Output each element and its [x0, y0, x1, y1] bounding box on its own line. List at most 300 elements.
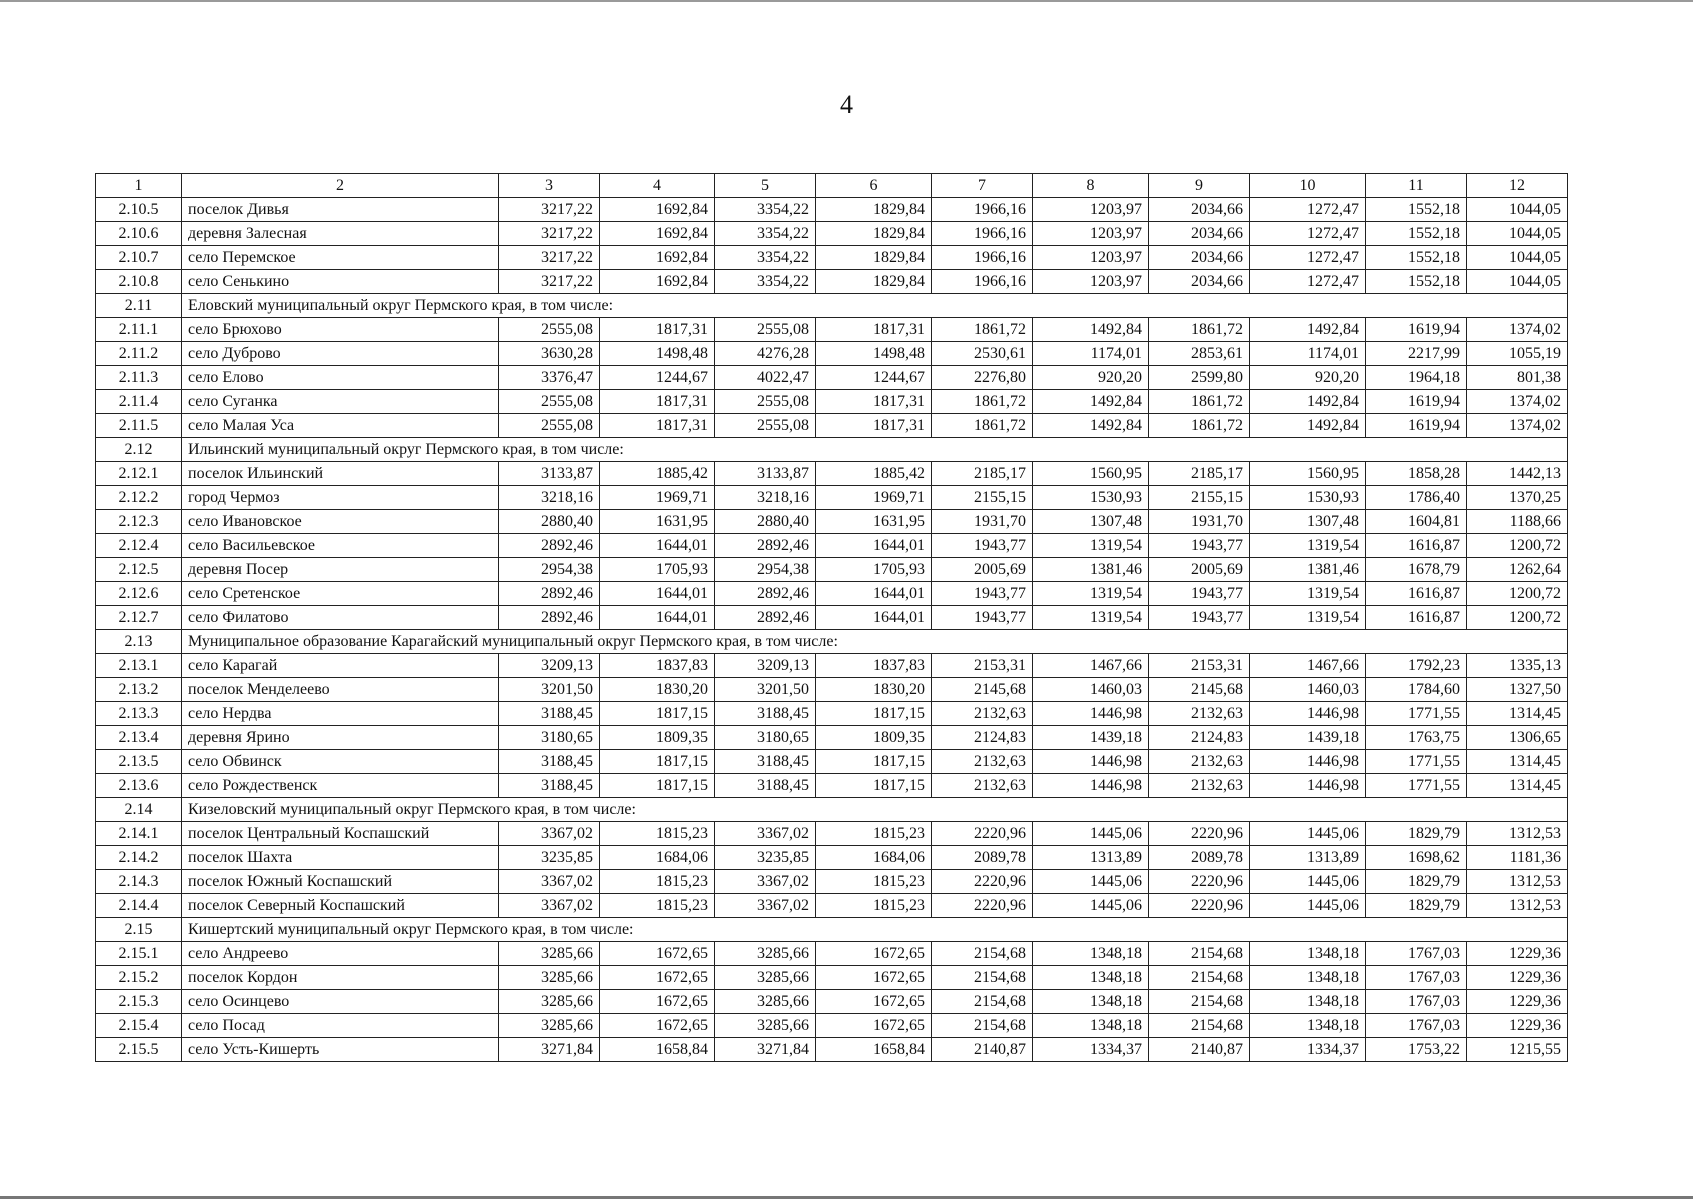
value-cell: 1784,60 [1366, 678, 1467, 702]
value-cell: 1767,03 [1366, 990, 1467, 1014]
value-cell: 2555,08 [499, 414, 600, 438]
value-cell: 1203,97 [1033, 270, 1149, 294]
value-cell: 3285,66 [715, 942, 816, 966]
table-row [96, 414, 1568, 438]
row-code: 2.10.7 [96, 246, 182, 270]
table-row [96, 1038, 1568, 1062]
value-cell: 2954,38 [715, 558, 816, 582]
value-cell: 2089,78 [1149, 846, 1250, 870]
settlement-name: село Брюхово [182, 318, 499, 342]
settlement-name: поселок Менделеево [182, 678, 499, 702]
table-row [96, 510, 1568, 534]
section-title: Муниципальное образование Карагайский муниципальный округ Пермского края, в том числе: [182, 630, 1568, 654]
table-row [96, 822, 1568, 846]
value-cell: 1174,01 [1033, 342, 1149, 366]
row-code: 2.12.2 [96, 486, 182, 510]
column-header: 9 [1149, 174, 1250, 198]
value-cell: 1334,37 [1250, 1038, 1366, 1062]
value-cell: 1492,84 [1033, 390, 1149, 414]
value-cell: 4022,47 [715, 366, 816, 390]
section-title: Еловский муниципальный округ Пермского края, в том числе: [182, 294, 1568, 318]
value-cell: 1684,06 [600, 846, 715, 870]
value-cell: 1858,28 [1366, 462, 1467, 486]
table-row [96, 966, 1568, 990]
row-code: 2.10.6 [96, 222, 182, 246]
value-cell: 1272,47 [1250, 270, 1366, 294]
row-code: 2.12.5 [96, 558, 182, 582]
value-cell: 1817,31 [600, 318, 715, 342]
value-cell: 1619,94 [1366, 390, 1467, 414]
value-cell: 1692,84 [600, 198, 715, 222]
value-cell: 1272,47 [1250, 198, 1366, 222]
value-cell: 1446,98 [1250, 702, 1366, 726]
value-cell: 2005,69 [1149, 558, 1250, 582]
row-code: 2.11.2 [96, 342, 182, 366]
value-cell: 1771,55 [1366, 702, 1467, 726]
column-header: 1 [96, 174, 182, 198]
value-cell: 3188,45 [499, 774, 600, 798]
value-cell: 1943,77 [932, 582, 1033, 606]
value-cell: 1312,53 [1467, 894, 1568, 918]
settlement-name: село Суганка [182, 390, 499, 414]
value-cell: 3188,45 [715, 702, 816, 726]
value-cell: 2132,63 [1149, 702, 1250, 726]
value-cell: 1705,93 [816, 558, 932, 582]
row-code: 2.15.1 [96, 942, 182, 966]
value-cell: 2555,08 [715, 318, 816, 342]
settlement-name: деревня Посер [182, 558, 499, 582]
value-cell: 1829,84 [816, 198, 932, 222]
value-cell: 3285,66 [715, 1014, 816, 1038]
value-cell: 3354,22 [715, 198, 816, 222]
value-cell: 1552,18 [1366, 246, 1467, 270]
value-cell: 1492,84 [1250, 414, 1366, 438]
value-cell: 1817,31 [816, 390, 932, 414]
value-cell: 1307,48 [1250, 510, 1366, 534]
value-cell: 1672,65 [600, 1014, 715, 1038]
value-cell: 1672,65 [816, 990, 932, 1014]
settlement-name: поселок Южный Коспашский [182, 870, 499, 894]
value-cell: 1044,05 [1467, 246, 1568, 270]
settlement-name: село Ивановское [182, 510, 499, 534]
value-cell: 1966,16 [932, 246, 1033, 270]
value-cell: 1619,94 [1366, 414, 1467, 438]
value-cell: 1348,18 [1033, 990, 1149, 1014]
value-cell: 1044,05 [1467, 198, 1568, 222]
table-row [96, 246, 1568, 270]
value-cell: 1307,48 [1033, 510, 1149, 534]
value-cell: 2892,46 [499, 606, 600, 630]
value-cell: 2034,66 [1149, 246, 1250, 270]
value-cell: 1817,31 [600, 414, 715, 438]
value-cell: 2220,96 [932, 894, 1033, 918]
settlement-name: село Сенькино [182, 270, 499, 294]
settlement-name: село Филатово [182, 606, 499, 630]
value-cell: 1861,72 [1149, 414, 1250, 438]
value-cell: 3218,16 [715, 486, 816, 510]
value-cell: 2153,31 [1149, 654, 1250, 678]
value-cell: 3367,02 [715, 870, 816, 894]
value-cell: 3354,22 [715, 222, 816, 246]
value-cell: 2089,78 [932, 846, 1033, 870]
value-cell: 2892,46 [715, 582, 816, 606]
value-cell: 1203,97 [1033, 198, 1149, 222]
value-cell: 1644,01 [600, 534, 715, 558]
value-cell: 1439,18 [1250, 726, 1366, 750]
section-row [96, 630, 1568, 654]
value-cell: 1055,19 [1467, 342, 1568, 366]
value-cell: 1817,31 [816, 318, 932, 342]
value-cell: 1966,16 [932, 198, 1033, 222]
value-cell: 3285,66 [499, 1014, 600, 1038]
value-cell: 1244,67 [816, 366, 932, 390]
value-cell: 1560,95 [1033, 462, 1149, 486]
value-cell: 1306,65 [1467, 726, 1568, 750]
row-code: 2.14.3 [96, 870, 182, 894]
value-cell: 1445,06 [1250, 894, 1366, 918]
row-code: 2.10.5 [96, 198, 182, 222]
value-cell: 1446,98 [1033, 702, 1149, 726]
scan-border-top [0, 0, 1693, 2]
table-row [96, 558, 1568, 582]
settlement-name: село Рождественск [182, 774, 499, 798]
value-cell: 2555,08 [499, 318, 600, 342]
value-cell: 1672,65 [816, 966, 932, 990]
value-cell: 1552,18 [1366, 270, 1467, 294]
value-cell: 2880,40 [499, 510, 600, 534]
section-row [96, 438, 1568, 462]
value-cell: 1815,23 [816, 870, 932, 894]
value-cell: 4276,28 [715, 342, 816, 366]
value-cell: 3367,02 [499, 870, 600, 894]
value-cell: 1200,72 [1467, 582, 1568, 606]
value-cell: 2530,61 [932, 342, 1033, 366]
value-cell: 1314,45 [1467, 774, 1568, 798]
value-cell: 3285,66 [499, 990, 600, 1014]
value-cell: 1314,45 [1467, 750, 1568, 774]
value-cell: 1969,71 [600, 486, 715, 510]
value-cell: 1313,89 [1033, 846, 1149, 870]
value-cell: 1817,15 [816, 702, 932, 726]
value-cell: 1229,36 [1467, 966, 1568, 990]
value-cell: 3285,66 [715, 966, 816, 990]
value-cell: 1698,62 [1366, 846, 1467, 870]
value-cell: 1817,15 [816, 774, 932, 798]
row-code: 2.15.3 [96, 990, 182, 1014]
value-cell: 1969,71 [816, 486, 932, 510]
value-cell: 1817,15 [600, 750, 715, 774]
column-header: 10 [1250, 174, 1366, 198]
value-cell: 1445,06 [1033, 870, 1149, 894]
settlement-name: поселок Дивья [182, 198, 499, 222]
row-code: 2.14.4 [96, 894, 182, 918]
value-cell: 1829,79 [1366, 894, 1467, 918]
value-cell: 2154,68 [1149, 966, 1250, 990]
value-cell: 1817,15 [600, 774, 715, 798]
value-cell: 1312,53 [1467, 822, 1568, 846]
table-row [96, 846, 1568, 870]
value-cell: 1552,18 [1366, 222, 1467, 246]
value-cell: 1809,35 [600, 726, 715, 750]
value-cell: 1619,94 [1366, 318, 1467, 342]
value-cell: 1644,01 [600, 582, 715, 606]
value-cell: 1272,47 [1250, 222, 1366, 246]
row-code: 2.15 [96, 918, 182, 942]
row-code: 2.14.1 [96, 822, 182, 846]
table-row [96, 942, 1568, 966]
table-row [96, 222, 1568, 246]
table-row [96, 270, 1568, 294]
value-cell: 1374,02 [1467, 414, 1568, 438]
section-row [96, 918, 1568, 942]
value-cell: 2124,83 [932, 726, 1033, 750]
value-cell: 3209,13 [499, 654, 600, 678]
value-cell: 1492,84 [1033, 318, 1149, 342]
value-cell: 3201,50 [715, 678, 816, 702]
row-code: 2.15.2 [96, 966, 182, 990]
value-cell: 3285,66 [499, 942, 600, 966]
settlement-name: село Васильевское [182, 534, 499, 558]
column-header: 3 [499, 174, 600, 198]
value-cell: 1374,02 [1467, 390, 1568, 414]
value-cell: 2880,40 [715, 510, 816, 534]
value-cell: 1446,98 [1250, 750, 1366, 774]
value-cell: 2145,68 [1149, 678, 1250, 702]
table-row [96, 1014, 1568, 1038]
value-cell: 1672,65 [600, 990, 715, 1014]
value-cell: 2132,63 [932, 702, 1033, 726]
value-cell: 2555,08 [499, 390, 600, 414]
value-cell: 1809,35 [816, 726, 932, 750]
value-cell: 2892,46 [715, 606, 816, 630]
value-cell: 1885,42 [816, 462, 932, 486]
value-cell: 1445,06 [1033, 894, 1149, 918]
value-cell: 2185,17 [1149, 462, 1250, 486]
table-row [96, 606, 1568, 630]
settlement-name: село Елово [182, 366, 499, 390]
value-cell: 2217,99 [1366, 342, 1467, 366]
table-row [96, 894, 1568, 918]
value-cell: 3354,22 [715, 270, 816, 294]
value-cell: 1244,67 [600, 366, 715, 390]
value-cell: 1815,23 [816, 894, 932, 918]
value-cell: 2005,69 [932, 558, 1033, 582]
value-cell: 1044,05 [1467, 270, 1568, 294]
table-row [96, 198, 1568, 222]
value-cell: 1966,16 [932, 222, 1033, 246]
value-cell: 1829,84 [816, 270, 932, 294]
row-code: 2.12.1 [96, 462, 182, 486]
value-cell: 920,20 [1250, 366, 1366, 390]
value-cell: 1678,79 [1366, 558, 1467, 582]
row-code: 2.12.7 [96, 606, 182, 630]
table-row [96, 486, 1568, 510]
value-cell: 2154,68 [932, 1014, 1033, 1038]
value-cell: 1334,37 [1033, 1038, 1149, 1062]
value-cell: 1885,42 [600, 462, 715, 486]
value-cell: 1348,18 [1250, 942, 1366, 966]
value-cell: 2153,31 [932, 654, 1033, 678]
value-cell: 1272,47 [1250, 246, 1366, 270]
value-cell: 2154,68 [1149, 1014, 1250, 1038]
row-code: 2.15.4 [96, 1014, 182, 1038]
value-cell: 3367,02 [499, 822, 600, 846]
settlement-name: село Малая Уса [182, 414, 499, 438]
value-cell: 1442,13 [1467, 462, 1568, 486]
value-cell: 1837,83 [600, 654, 715, 678]
value-cell: 1672,65 [600, 942, 715, 966]
value-cell: 1943,77 [932, 606, 1033, 630]
value-cell: 1964,18 [1366, 366, 1467, 390]
settlement-name: село Сретенское [182, 582, 499, 606]
row-code: 2.11.3 [96, 366, 182, 390]
value-cell: 2034,66 [1149, 270, 1250, 294]
row-code: 2.12.6 [96, 582, 182, 606]
table-row [96, 366, 1568, 390]
value-cell: 801,38 [1467, 366, 1568, 390]
value-cell: 3188,45 [715, 774, 816, 798]
value-cell: 1460,03 [1033, 678, 1149, 702]
value-cell: 1830,20 [600, 678, 715, 702]
value-cell: 1467,66 [1033, 654, 1149, 678]
value-cell: 1658,84 [600, 1038, 715, 1062]
table-row [96, 534, 1568, 558]
value-cell: 1374,02 [1467, 318, 1568, 342]
column-header: 8 [1033, 174, 1149, 198]
value-cell: 1445,06 [1250, 822, 1366, 846]
settlement-name: село Андреево [182, 942, 499, 966]
value-cell: 1200,72 [1467, 534, 1568, 558]
value-cell: 3218,16 [499, 486, 600, 510]
value-cell: 1370,25 [1467, 486, 1568, 510]
value-cell: 1446,98 [1250, 774, 1366, 798]
value-cell: 1439,18 [1033, 726, 1149, 750]
table-row [96, 750, 1568, 774]
table-row [96, 390, 1568, 414]
value-cell: 2132,63 [1149, 750, 1250, 774]
value-cell: 1829,84 [816, 222, 932, 246]
row-code: 2.11 [96, 294, 182, 318]
table-row [96, 342, 1568, 366]
value-cell: 1692,84 [600, 222, 715, 246]
section-title: Кишертский муниципальный округ Пермского края, в том числе: [182, 918, 1568, 942]
value-cell: 1312,53 [1467, 870, 1568, 894]
value-cell: 1966,16 [932, 270, 1033, 294]
value-cell: 2853,61 [1149, 342, 1250, 366]
settlement-name: поселок Центральный Коспашский [182, 822, 499, 846]
value-cell: 1861,72 [932, 318, 1033, 342]
value-cell: 1767,03 [1366, 1014, 1467, 1038]
settlement-name: село Обвинск [182, 750, 499, 774]
table-row [96, 702, 1568, 726]
value-cell: 1861,72 [1149, 390, 1250, 414]
value-cell: 1348,18 [1033, 942, 1149, 966]
value-cell: 3367,02 [499, 894, 600, 918]
value-cell: 1498,48 [816, 342, 932, 366]
value-cell: 1658,84 [816, 1038, 932, 1062]
value-cell: 1644,01 [816, 582, 932, 606]
value-cell: 3235,85 [499, 846, 600, 870]
value-cell: 3133,87 [715, 462, 816, 486]
column-header: 7 [932, 174, 1033, 198]
value-cell: 1815,23 [600, 822, 715, 846]
value-cell: 1692,84 [600, 246, 715, 270]
value-cell: 1672,65 [816, 942, 932, 966]
table-row [96, 774, 1568, 798]
value-cell: 1767,03 [1366, 966, 1467, 990]
value-cell: 3188,45 [499, 702, 600, 726]
value-cell: 3217,22 [499, 270, 600, 294]
value-cell: 3133,87 [499, 462, 600, 486]
value-cell: 3376,47 [499, 366, 600, 390]
value-cell: 1817,15 [600, 702, 715, 726]
row-code: 2.14.2 [96, 846, 182, 870]
row-code: 2.12.4 [96, 534, 182, 558]
value-cell: 1931,70 [1149, 510, 1250, 534]
value-cell: 1215,55 [1467, 1038, 1568, 1062]
value-cell: 1943,77 [1149, 582, 1250, 606]
value-cell: 1861,72 [932, 390, 1033, 414]
value-cell: 1767,03 [1366, 942, 1467, 966]
value-cell: 2154,68 [932, 990, 1033, 1014]
value-cell: 1616,87 [1366, 582, 1467, 606]
value-cell: 1631,95 [600, 510, 715, 534]
value-cell: 1829,84 [816, 246, 932, 270]
section-title: Ильинский муниципальный округ Пермского края, в том числе: [182, 438, 1568, 462]
value-cell: 1381,46 [1033, 558, 1149, 582]
value-cell: 3285,66 [499, 966, 600, 990]
value-cell: 2555,08 [715, 414, 816, 438]
value-cell: 3217,22 [499, 222, 600, 246]
value-cell: 2154,68 [1149, 990, 1250, 1014]
settlement-name: село Усть-Кишерть [182, 1038, 499, 1062]
value-cell: 920,20 [1033, 366, 1149, 390]
value-cell: 1672,65 [600, 966, 715, 990]
value-cell: 2155,15 [932, 486, 1033, 510]
value-cell: 1815,23 [600, 870, 715, 894]
value-cell: 2155,15 [1149, 486, 1250, 510]
value-cell: 3367,02 [715, 822, 816, 846]
row-code: 2.13.3 [96, 702, 182, 726]
value-cell: 1445,06 [1033, 822, 1149, 846]
row-code: 2.12.3 [96, 510, 182, 534]
table-row [96, 726, 1568, 750]
value-cell: 3180,65 [499, 726, 600, 750]
column-header: 11 [1366, 174, 1467, 198]
value-cell: 1830,20 [816, 678, 932, 702]
value-cell: 1348,18 [1250, 990, 1366, 1014]
table-row [96, 582, 1568, 606]
value-cell: 2034,66 [1149, 222, 1250, 246]
value-cell: 1763,75 [1366, 726, 1467, 750]
value-cell: 1616,87 [1366, 534, 1467, 558]
value-cell: 1604,81 [1366, 510, 1467, 534]
value-cell: 1181,36 [1467, 846, 1568, 870]
value-cell: 1560,95 [1250, 462, 1366, 486]
value-cell: 1044,05 [1467, 222, 1568, 246]
value-cell: 1188,66 [1467, 510, 1568, 534]
value-cell: 2132,63 [932, 774, 1033, 798]
value-cell: 1467,66 [1250, 654, 1366, 678]
value-cell: 2220,96 [1149, 870, 1250, 894]
value-cell: 1498,48 [600, 342, 715, 366]
table-row [96, 870, 1568, 894]
value-cell: 1492,84 [1250, 390, 1366, 414]
value-cell: 2185,17 [932, 462, 1033, 486]
value-cell: 1631,95 [816, 510, 932, 534]
value-cell: 1313,89 [1250, 846, 1366, 870]
value-cell: 2140,87 [1149, 1038, 1250, 1062]
